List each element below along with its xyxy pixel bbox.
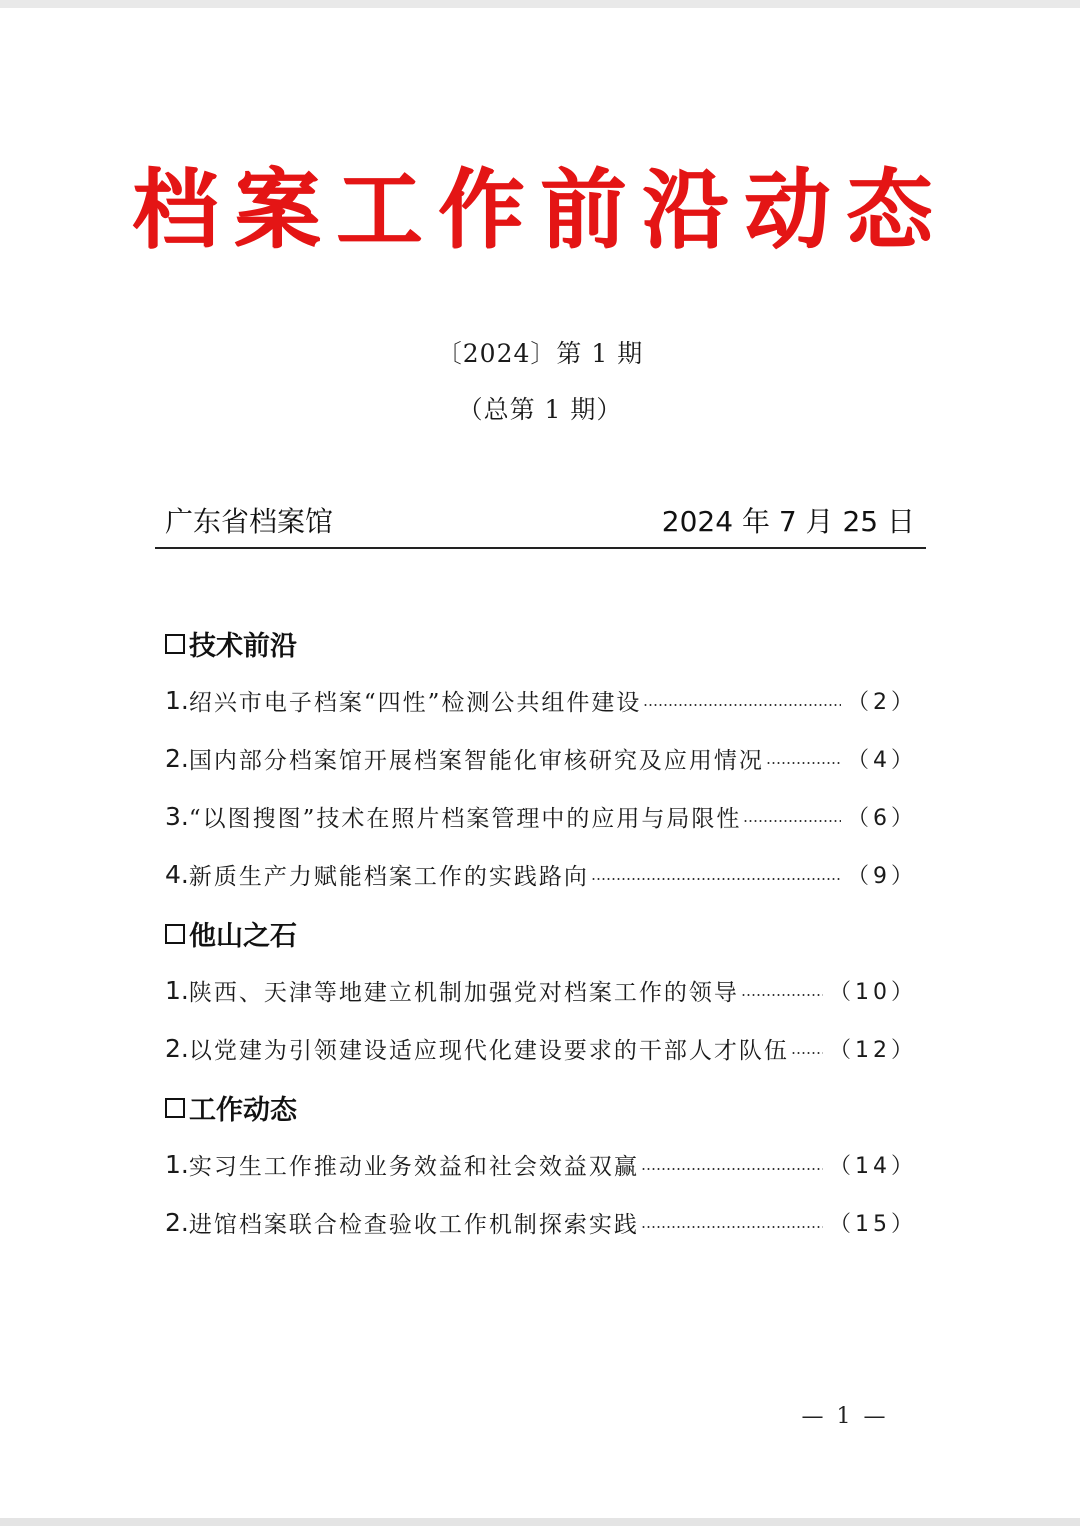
bottom-edge xyxy=(0,1518,1080,1526)
page-number: — 1 — xyxy=(801,1404,889,1429)
toc-item[interactable]: 1. 陕西、天津等地建立机制加强党对档案工作的领导 （10） xyxy=(165,975,917,1006)
toc-item[interactable]: 3. “以图搜图”技术在照片档案管理中的应用与局限性 （6） xyxy=(165,801,917,832)
issue-number: 〔2024〕第 1 期 xyxy=(436,339,644,368)
section-heading: 技术前沿 xyxy=(165,624,297,663)
dot-leader xyxy=(766,762,841,764)
dot-leader xyxy=(791,1052,823,1054)
publish-date: 2024 年 7 月 25 日 xyxy=(661,505,915,538)
masthead-title: 档案工作前沿动态 xyxy=(132,159,948,260)
toc-item[interactable]: 1. 绍兴市电子档案“四性”检测公共组件建设 （2） xyxy=(165,685,917,716)
dot-leader xyxy=(591,878,841,880)
checkbox-icon xyxy=(165,634,185,654)
section-heading: 工作动态 xyxy=(165,1088,297,1127)
dot-leader xyxy=(641,1226,823,1228)
dot-leader xyxy=(641,1168,823,1170)
toc-item[interactable]: 2. 进馆档案联合检查验收工作机制探索实践 （15） xyxy=(165,1207,917,1238)
dot-leader xyxy=(643,704,841,706)
publisher-row xyxy=(165,500,915,540)
header-divider xyxy=(155,547,926,549)
checkbox-icon xyxy=(165,924,185,944)
section-heading: 他山之石 xyxy=(165,914,297,953)
toc-item[interactable]: 4. 新质生产力赋能档案工作的实践路向 （9） xyxy=(165,859,917,890)
dot-leader xyxy=(743,820,841,822)
publisher-name: 广东省档案馆 xyxy=(165,505,334,538)
checkbox-icon xyxy=(165,1098,185,1118)
toc-item[interactable]: 2. 以党建为引领建设适应现代化建设要求的干部人才队伍 （12） xyxy=(165,1033,917,1064)
toc-item[interactable]: 2. 国内部分档案馆开展档案智能化审核研究及应用情况 （4） xyxy=(165,743,917,774)
dot-leader xyxy=(741,994,823,996)
top-edge xyxy=(0,0,1080,8)
toc-item[interactable]: 1. 实习生工作推动业务效益和社会效益双赢 （14） xyxy=(165,1149,917,1180)
issue-total: （总第 1 期） xyxy=(457,395,623,424)
